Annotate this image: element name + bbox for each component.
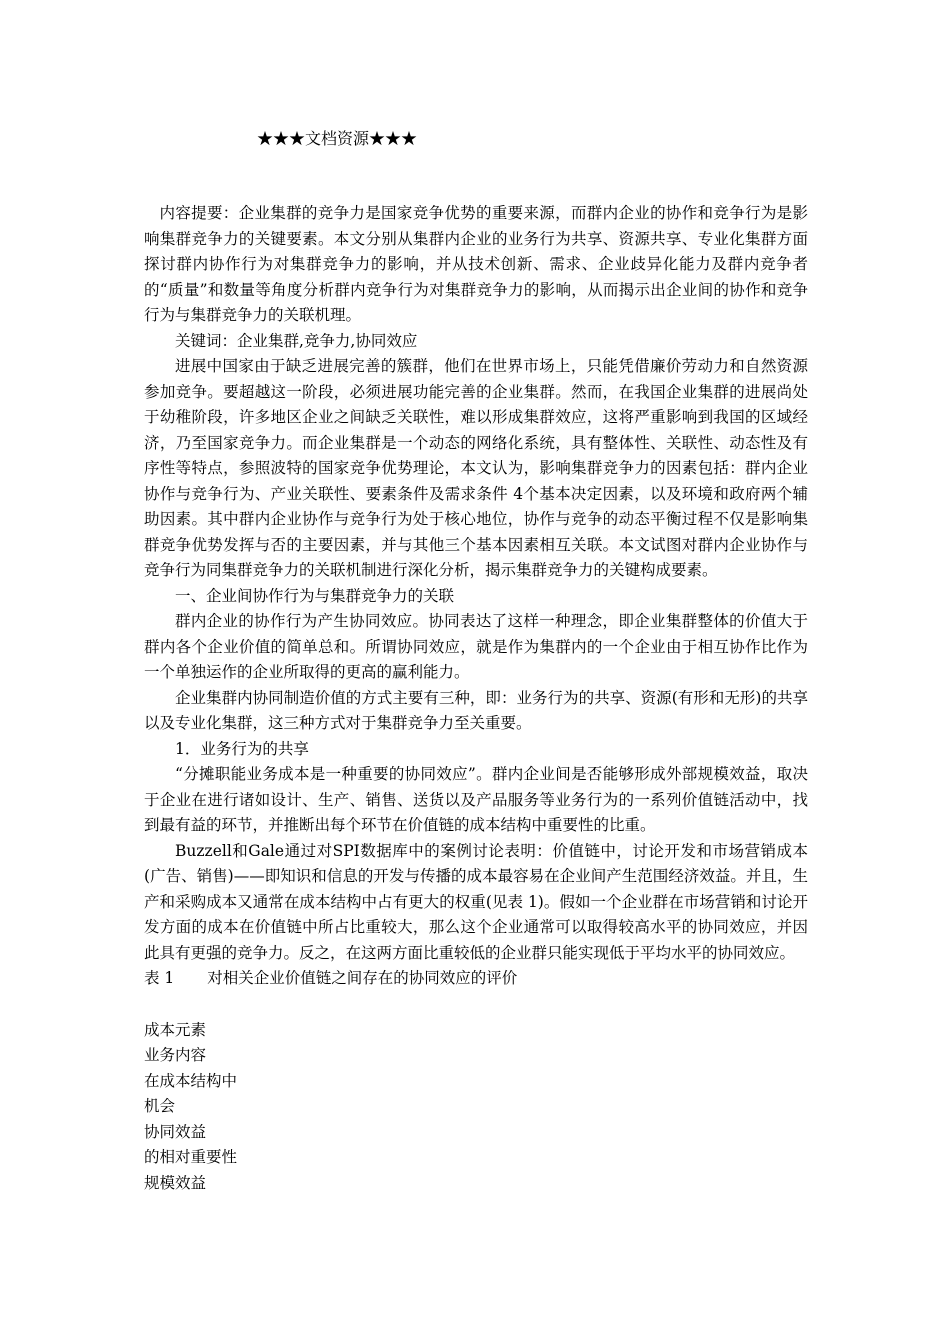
table-item: 机会: [144, 1097, 176, 1115]
table-item: 成本元素: [144, 1020, 207, 1039]
subsection-1-paragraph-2: Buzzell和Gale通过对SPI数据库中的案例讨论表明：价值链中，讨论开发和市场营销成本(广告、销售)——即知识和信息的开发与传播的成本最容易在企业间产生范围经济效益。并且，生产和采购成本又通常在成本结构中占有更大的权重(见表 1)。假如一个企业群在市场营销和讨论开发方面的成本在价值链中所占比重较大，那么这个企业通常可以取得较高水平的协同效应，并因此具有更强的竞争力。反之，在这两方面比重较低的企业群只能实现低于平均水平的协同效应。: [144, 841, 808, 962]
table-caption-text: 对相关企业价值链之间存在的协同效应的评价: [207, 969, 518, 987]
intro-paragraph: 进展中国家由于缺乏进展完善的簇群，他们在世界市场上，只能凭借廉价劳动力和自然资源参加竞争。要超越这一阶段，必须进展功能完善的企业集群。然而，在我国企业集群的进展尚处于幼稚阶段，许多地区企业之间缺乏关联性，难以形成集群效应，这将严重影响到我国的区域经济，乃至国家竞争力。而企业集群是一个动态的网络化系统，具有整体性、关联性、动态性及有序性等特点，参照波特的国家竞争优势理论，本文认为，影响集群竞争力的因素包括：群内企业协作与竞争行为、产业关联性、要素条件及需求条件 4个基本决定因素，以及环境和政府两个辅助因素。其中群内企业协作与竞争行为处于核心地位，协作与竞争的动态平衡过程不仅是影响集群竞争优势发挥与否的主要因素，并与其他三个基本因素相互关联。本文试图对群内企业协作与竞争行为同集群竞争力的关联机制进行深化分析，揭示集群竞争力的关键构成要素。: [144, 357, 808, 579]
section-1-paragraph-2: 企业集群内协同制造价值的方式主要有三种，即：业务行为的共享、资源(有形和无形)的共享以及专业化集群，这三种方式对于集群竞争力至关重要。: [144, 688, 808, 732]
table-item: 的相对重要性: [144, 1148, 238, 1166]
header-title: ★★★文档资源★★★: [256, 129, 417, 148]
section-1-paragraph-1: 群内企业的协作行为产生协同效应。协同表达了这样一种理念，即企业集群整体的价值大于群内各个企业价值的简单总和。所谓协同效应，就是作为集群内的一个企业由于相互协作比作为一个单独运作的企业所取得的更高的赢利能力。: [144, 612, 808, 681]
table-item: 协同效益: [144, 1122, 207, 1141]
abstract-paragraph: 内容提要：企业集群的竞争力是国家竞争优势的重要来源，而群内企业的协作和竞争行为是影响集群竞争力的关键要素。本文分别从集群内企业的业务行为共享、资源共享、专业化集群方面探讨群内协作行为对集群竞争力的影响，并从技术创新、需求、企业歧异化能力及群内竞争者的“质量”和数量等角度分析群内竞争行为对集群竞争力的影响，从而揭示出企业间的协作和竞争行为与集群竞争力的关联机理。: [144, 204, 808, 324]
document-body: [144, 201, 808, 1196]
section-1-heading: 一、企业间协作行为与集群竞争力的关联: [175, 586, 455, 605]
table-caption-label: 表 1: [144, 969, 175, 987]
document-header: [0, 127, 674, 151]
subsection-1-paragraph-1: “分摊职能业务成本是一种重要的协同效应”。群内企业间是否能够形成外部规模效益，取决于企业在进行诸如设计、生产、销售、送货以及产品服务等业务行为的一系列价值链活动中，找到最有益的环节，并推断出每个环节在价值链的成本结构中重要性的比重。: [144, 765, 808, 834]
keywords-line: 关键词：企业集群,竞争力,协同效应: [175, 331, 418, 350]
subsection-1-heading: 1．业务行为的共享: [175, 739, 309, 758]
table-caption: [144, 966, 808, 992]
table-item: 规模效益: [144, 1173, 207, 1192]
table-cell-list: [144, 1018, 808, 1197]
table-item: 业务内容: [144, 1046, 207, 1064]
table-item: 在成本结构中: [144, 1071, 238, 1090]
